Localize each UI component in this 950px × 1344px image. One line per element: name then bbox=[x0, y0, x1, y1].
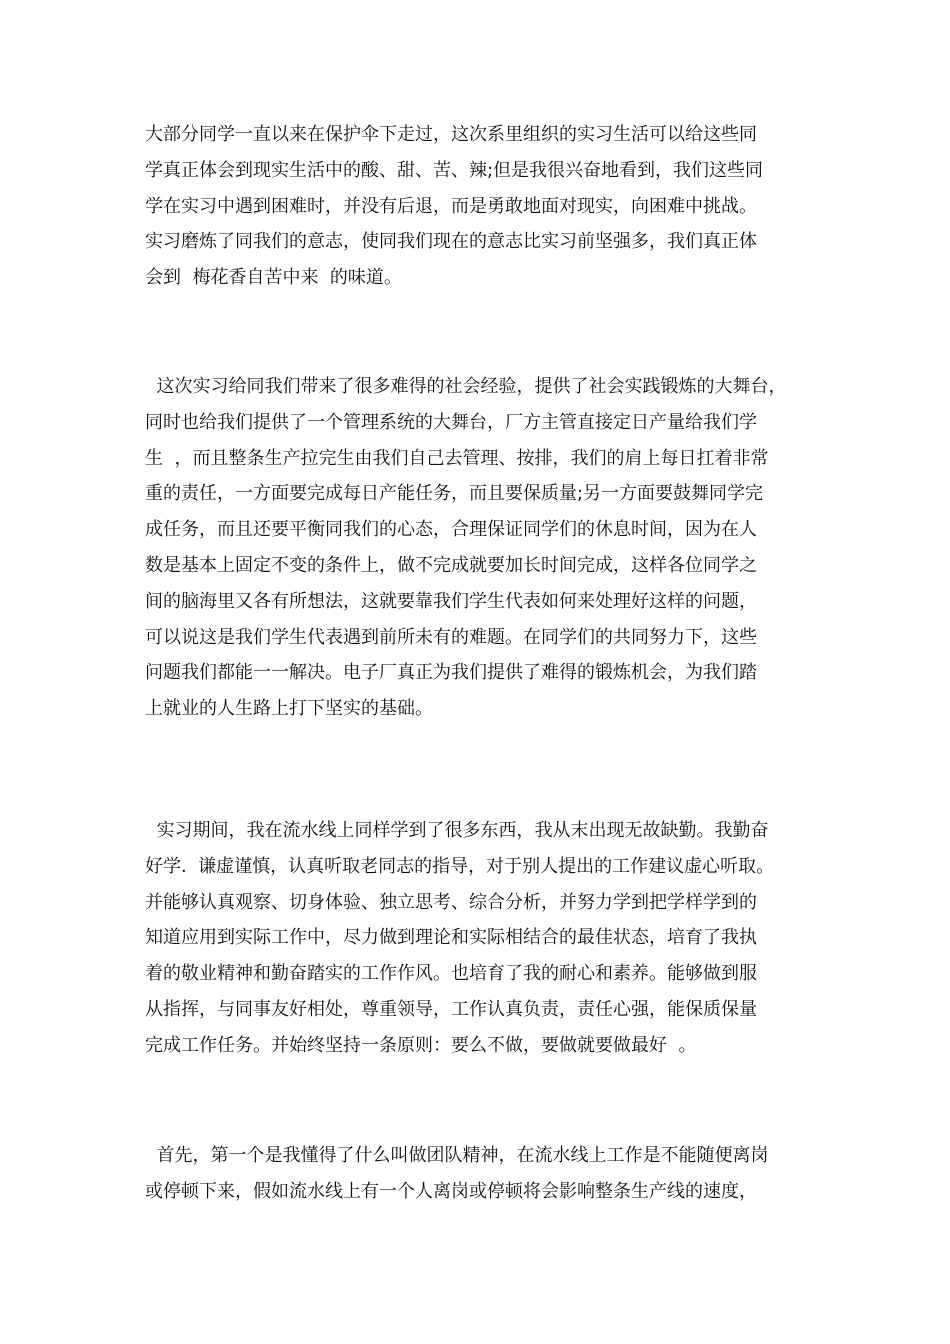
text-line: 大部分同学一直以来在保护伞下走过，这次系里组织的实习生活可以给这些同 bbox=[145, 124, 757, 145]
paragraph-3 bbox=[145, 813, 825, 1064]
text-line: 学在实习中遇到困难时，并没有后退，而是勇敢地面对现实，向困难中挑战。 bbox=[145, 195, 757, 217]
text-line: 知道应用到实际工作中，尽力做到理论和实际相结合的最佳状态，培育了我执 bbox=[145, 927, 757, 949]
paragraph-1 bbox=[145, 117, 825, 296]
text-line: 好学. 谦虚谨慎，认真听取老同志的指导，对于别人提出的工作建议虚心听取。 bbox=[145, 855, 775, 877]
text-line: 上就业的人生路上打下坚实的基础。 bbox=[145, 698, 433, 720]
text-line: 会到 梅花香自苦中来 的味道。 bbox=[145, 267, 402, 289]
text-line: 从指挥，与同事友好相处，尊重领导，工作认真负责，责任心强，能保质保量 bbox=[145, 998, 757, 1020]
text-line: 数是基本上固定不变的条件上，做不完成就要加长时间完成，这样各位同学之 bbox=[145, 554, 757, 576]
text-line: 实习期间，我在流水线上同样学到了很多东西，我从末出现无故缺勤。我勤奋 bbox=[145, 820, 769, 841]
text-line: 可以说这是我们学生代表遇到前所未有的难题。在同学们的共同努力下，这些 bbox=[145, 626, 757, 648]
text-line: 成任务，而且还要平衡同我们的心态，合理保证同学们的休息时间，因为在人 bbox=[145, 519, 757, 541]
text-line: 生 ，而且整条生产拉完生由我们自己去管理、按排，我们的肩上每日扛着非常 bbox=[145, 447, 769, 469]
paragraph-4 bbox=[145, 1138, 825, 1210]
text-line: 实习磨炼了同我们的意志，使同我们现在的意志比实习前坚强多，我们真正体 bbox=[145, 231, 757, 253]
paragraph-2 bbox=[145, 369, 825, 727]
text-line: 完成工作任务。并始终坚持一条原则：要么不做，要做就要做最好 。 bbox=[145, 1034, 697, 1056]
text-line: 重的责任，一方面要完成每日产能任务，而且要保质量;另一方面要鼓舞同学完 bbox=[145, 483, 764, 505]
text-line: 间的脑海里又各有所想法，这就要靠我们学生代表如何来处理好这样的问题， bbox=[145, 590, 757, 612]
text-line: 学真正体会到现实生活中的酸、甜、苦、辣;但是我很兴奋地看到，我们这些同 bbox=[145, 159, 764, 181]
text-line: 并能够认真观察、切身体验、独立思考、综合分析，并努力学到把学样学到的 bbox=[145, 891, 757, 913]
text-line: 首先，第一个是我懂得了什么叫做团队精神，在流水线上工作是不能随便离岗 bbox=[145, 1145, 769, 1166]
text-line: 这次实习给同我们带来了很多难得的社会经验，提供了社会实践锻炼的大舞台， bbox=[145, 376, 787, 397]
text-line: 或停顿下来，假如流水线上有一个人离岗或停顿将会影响整条生产线的速度， bbox=[145, 1180, 757, 1202]
text-line: 同时也给我们提供了一个管理系统的大舞台，厂方主管直接定日产量给我们学 bbox=[145, 411, 757, 433]
text-line: 着的敬业精神和勤奋踏实的工作作风。也培育了我的耐心和素养。能够做到服 bbox=[145, 963, 757, 985]
text-line: 问题我们都能一一解决。电子厂真正为我们提供了难得的锻炼机会，为我们踏 bbox=[145, 662, 757, 684]
